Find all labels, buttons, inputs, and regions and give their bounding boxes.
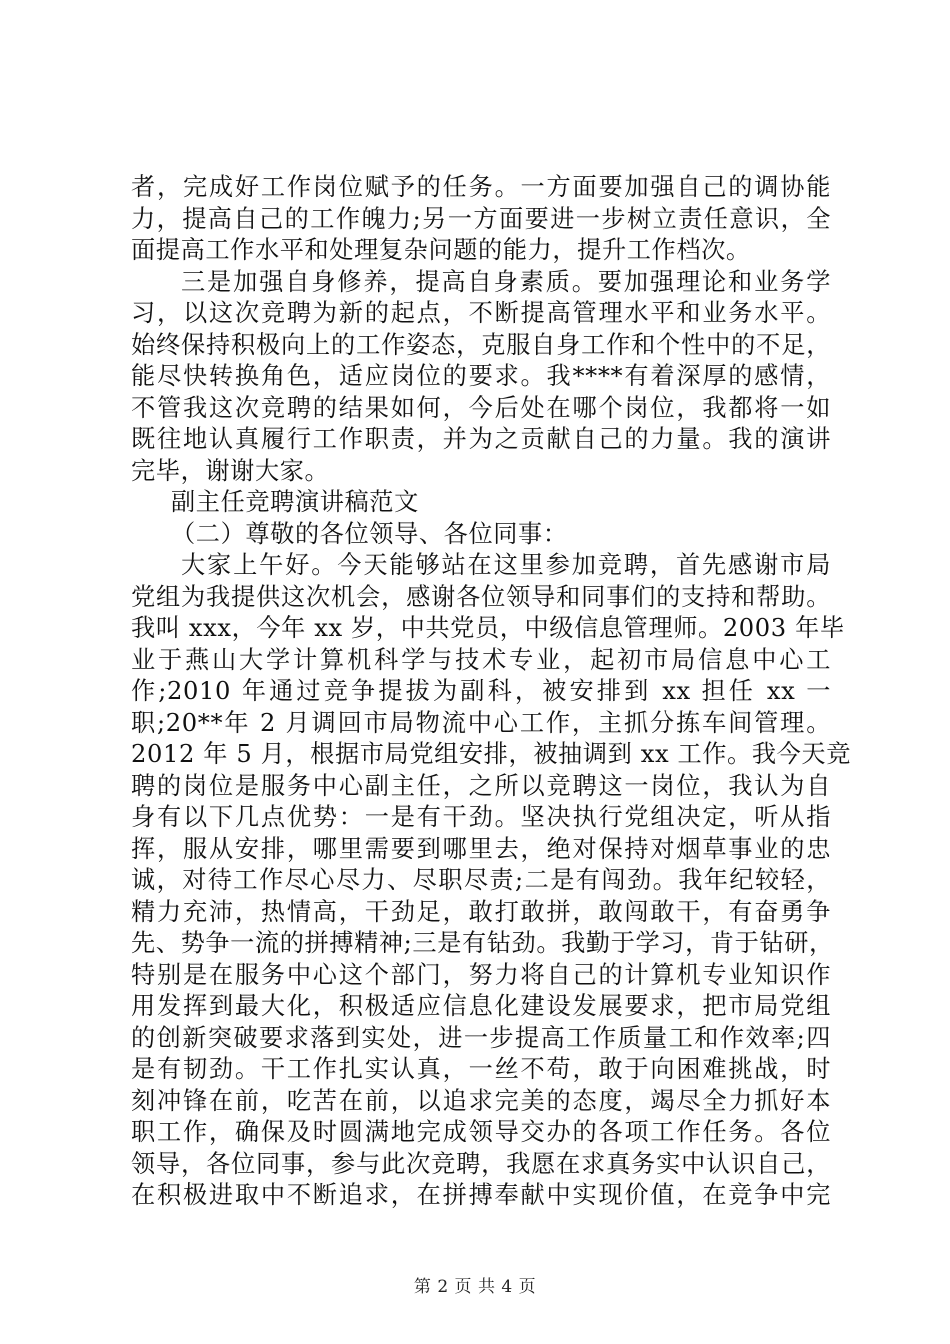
salutation: （二）尊敬的各位领导、各位同事： [171,519,568,548]
text-line: 者，完成好工作岗位赋予的任务。一方面要加强自己的调协能 [131,173,831,201]
text-line: 先、势争一流的拼搏精神;三是有钻劲。我勤于学习，肯于钻研， [131,929,834,957]
text-line: 既往地认真履行工作职责，并为之贡献自己的力量。我的演讲 [131,425,831,453]
text-line: 能尽快转换角色，适应岗位的要求。我****有着深厚的感情， [131,362,831,390]
text-line: 业于燕山大学计算机科学与技术专业，起初市局信息中心工 [131,645,831,674]
text-line: 大家上午好。今天能够站在这里参加竞聘，首先感谢市局 [181,551,831,579]
text-line: 完毕，谢谢大家。 [131,456,330,485]
text-line: 是有韧劲。干工作扎实认真，一丝不苟，敢于向困难挑战，时 [131,1055,831,1083]
text-line: 挥，服从安排，哪里需要到哪里去，绝对保持对烟草事业的忠 [131,834,831,863]
text-line: 领导，各位同事，参与此次竞聘，我愿在求真务实中认识自己， [131,1149,831,1178]
text-line: 作;2010 年通过竞争提拔为副科，被安排到 xx 担任 xx 一 [131,677,831,705]
text-line: 特别是在服务中心这个部门，努力将自己的计算机专业知识作 [131,960,831,989]
text-line: 职;20**年 2 月调回市局物流中心工作，主抓分拣车间管理。 [131,708,831,737]
text-line: 党组为我提供这次机会，感谢各位领导和同事们的支持和帮助。 [131,582,831,611]
text-line: 习，以这次竞聘为新的起点，不断提高管理水平和业务水平。 [131,299,831,327]
text-line: 的创新突破要求落到实处，进一步提高工作质量工和作效率;四 [131,1023,831,1052]
text-line: 面提高工作水平和处理复杂问题的能力，提升工作档次。 [131,236,751,264]
text-line: 职工作，确保及时圆满地完成领导交办的各项工作任务。各位 [131,1118,831,1146]
text-line: 刻冲锋在前，吃苦在前，以追求完美的态度，竭尽全力抓好本 [131,1086,831,1115]
text-line: 三是加强自身修养，提高自身素质。要加强理论和业务学 [181,267,831,296]
text-line: 力，提高自己的工作魄力;另一方面要进一步树立责任意识，全 [131,204,831,233]
text-line: 2012 年 5 月，根据市局党组安排，被抽调到 xx 工作。我今天竞 [131,740,851,768]
section-heading: 副主任竞聘演讲稿范文 [171,488,419,516]
text-line: 精力充沛，热情高，干劲足，敢打敢拼，敢闯敢干，有奋勇争 [131,897,831,926]
text-line: 用发挥到最大化，积极适应信息化建设发展要求，把市局党组 [131,992,831,1020]
page-number-footer: 第 2 页 共 4 页 [413,1277,537,1297]
body-text [131,172,851,1212]
text-line: 聘的岗位是服务中心副主任，之所以竞聘这一岗位，我认为自 [131,771,831,800]
text-line: 诚，对待工作尽心尽力、尽职尽责;二是有闯劲。我年纪较轻， [131,866,831,894]
text-line: 始终保持积极向上的工作姿态，克服自身工作和个性中的不足， [131,330,831,359]
text-line: 不管我这次竞聘的结果如何，今后处在哪个岗位，我都将一如 [131,393,831,422]
text-line: 我叫 xxx，今年 xx 岁，中共党员，中级信息管理师。2003 年毕 [131,614,845,642]
text-line: 身有以下几点优势：一是有干劲。坚决执行党组决定，听从指 [131,803,831,831]
text-line: 在积极进取中不断追求，在拼搏奉献中实现价值，在竞争中完 [131,1181,831,1209]
